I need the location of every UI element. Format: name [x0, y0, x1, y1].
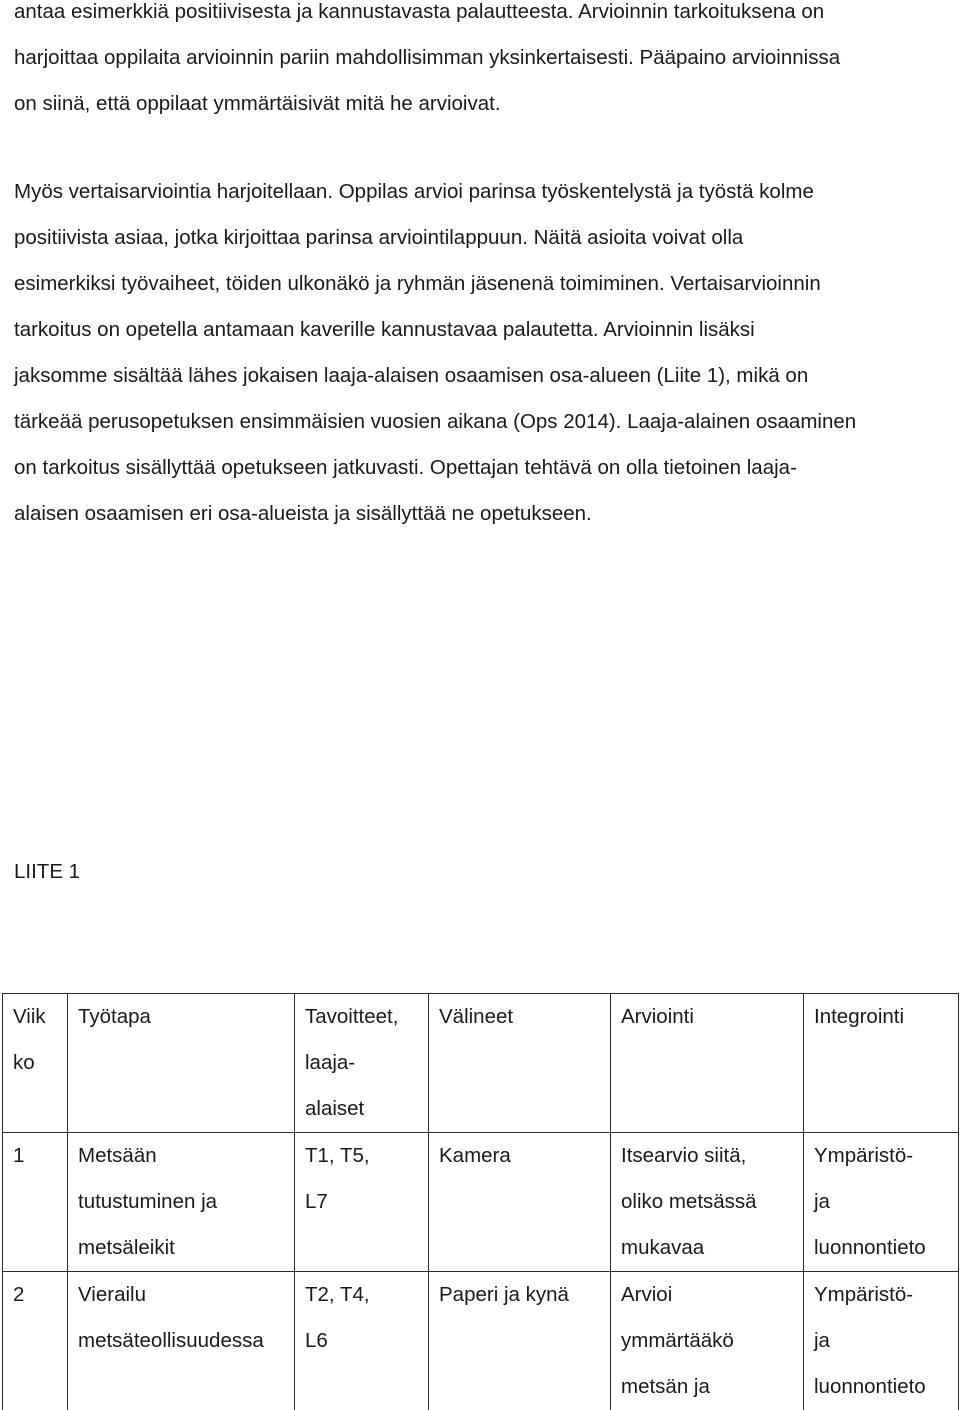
- text-line: tarkoitus on opetella antamaan kaverille kannustavaa palautetta. Arvioinnin lisäksi: [14, 307, 949, 353]
- table-cell-integration: Ympäristö- ja luonnontieto: [804, 1272, 959, 1410]
- header-cell-week: Viik ko: [3, 994, 68, 1133]
- text-line: on tarkoitus sisällyttää opetukseen jatkuvasti. Opettajan tehtävä on olla tietoinen laaja-: [14, 445, 949, 491]
- table-row: [3, 1133, 959, 1272]
- header-cell-method: Työtapa: [68, 994, 295, 1133]
- text-line: on siinä, että oppilaat ymmärtäisivät mitä he arvioivat.: [14, 81, 949, 127]
- table-row: [3, 1272, 959, 1410]
- table-cell-integration: Ympäristö- ja luonnontieto: [804, 1133, 959, 1272]
- table-cell-method: Vierailu metsäteollisuudessa: [68, 1272, 295, 1410]
- text-line: alaisen osaamisen eri osa-alueista ja sisällyttää ne opetukseen.: [14, 491, 949, 537]
- text-line: jaksomme sisältää lähes jokaisen laaja-alaisen osaamisen osa-alueen (Liite 1), mikä on: [14, 353, 949, 399]
- text-line: esimerkiksi työvaiheet, töiden ulkonäkö ja ryhmän jäsenenä toimiminen. Vertaisarvioinnin: [14, 261, 949, 307]
- header-cell-goals: Tavoitteet, laaja- alaiset: [295, 994, 429, 1133]
- table-cell-method: Metsään tutustuminen ja metsäleikit: [68, 1133, 295, 1272]
- body-paragraph-2: [14, 169, 949, 537]
- text-line: positiivista asiaa, jotka kirjoittaa parinsa arviointilappuun. Näitä asioita voivat olla: [14, 215, 949, 261]
- text-line: tärkeää perusopetuksen ensimmäisien vuosien aikana (Ops 2014). Laaja-alainen osaaminen: [14, 399, 949, 445]
- body-paragraph-1: [14, 0, 949, 127]
- lesson-plan-table: [2, 993, 959, 1410]
- table-cell-assessment: Arvioi ymmärtääkö metsän ja: [611, 1272, 804, 1410]
- table-cell-tools: Kamera: [429, 1133, 611, 1272]
- text-line: antaa esimerkkiä positiivisesta ja kannustavasta palautteesta. Arvioinnin tarkoituksena on: [14, 0, 949, 35]
- table-cell-goals: T1, T5, L7: [295, 1133, 429, 1272]
- table-cell-tools: Paperi ja kynä: [429, 1272, 611, 1410]
- header-cell-integration: Integrointi: [804, 994, 959, 1133]
- table-cell-goals: T2, T4, L6: [295, 1272, 429, 1410]
- appendix-heading: LIITE 1: [14, 849, 80, 895]
- header-cell-tools: Välineet: [429, 994, 611, 1133]
- table-cell-week: 2: [3, 1272, 68, 1410]
- header-cell-assessment: Arviointi: [611, 994, 804, 1133]
- table-header-row: [3, 994, 959, 1133]
- table-cell-assessment: Itsearvio siitä, oliko metsässä mukavaa: [611, 1133, 804, 1272]
- text-line: Myös vertaisarviointia harjoitellaan. Oppilas arvioi parinsa työskentelystä ja työstä kolme: [14, 169, 949, 215]
- table-cell-week: 1: [3, 1133, 68, 1272]
- text-line: harjoittaa oppilaita arvioinnin pariin mahdollisimman yksinkertaisesti. Pääpaino arvioinnissa: [14, 35, 949, 81]
